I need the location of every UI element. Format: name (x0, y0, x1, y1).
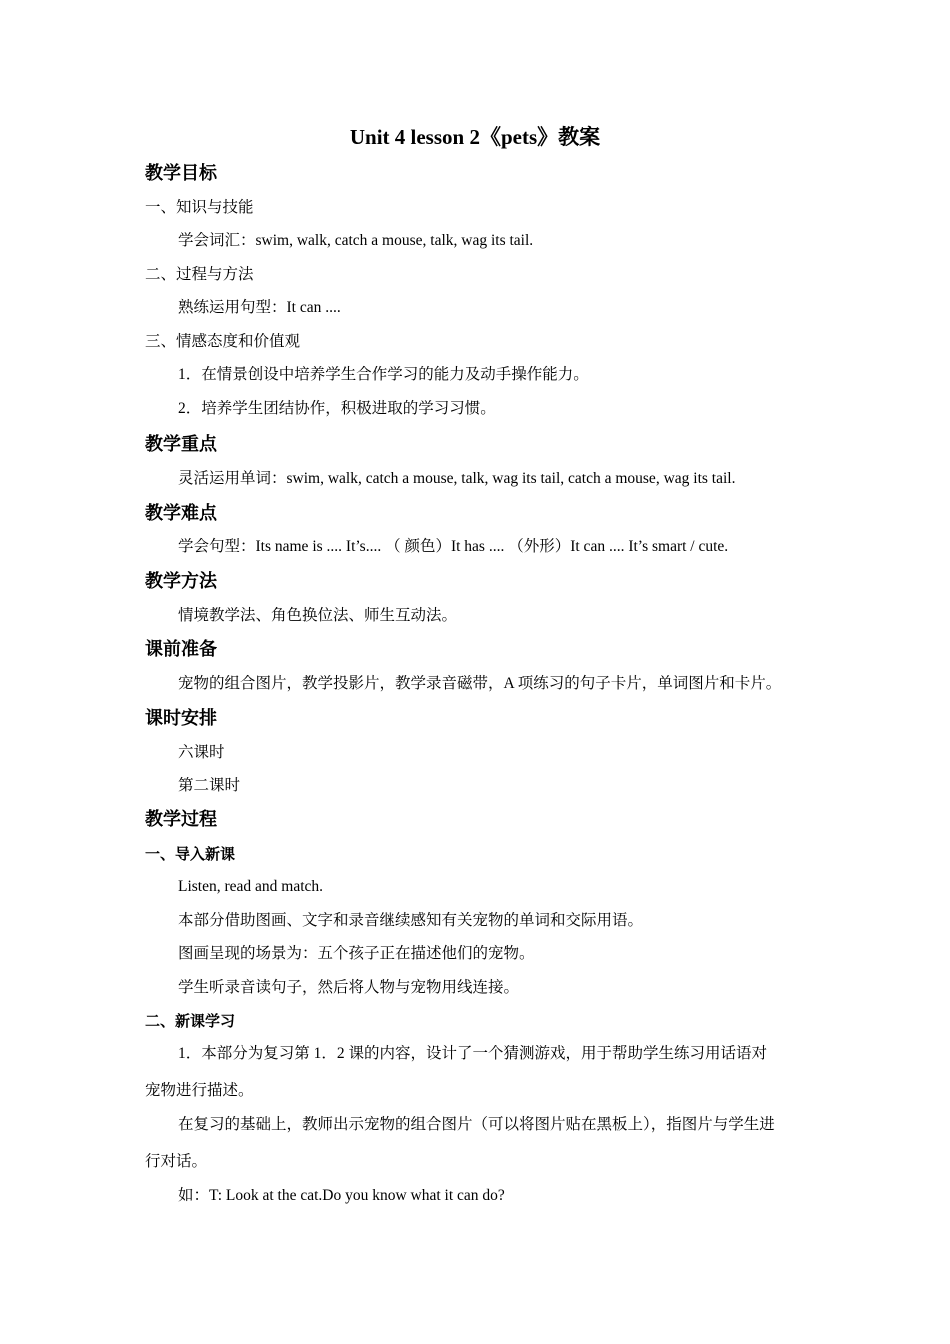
heading-key-points: 教学重点 (145, 434, 217, 455)
process-part2-p1a: 1．本部分为复习第 1．2 课的内容，设计了一个猜测游戏，用于帮助学生练习用话语对 (178, 1045, 768, 1062)
preparation-text: 宠物的组合图片，教学投影片，教学录音磁带，A 项练习的句子卡片，单词图片和卡片。 (178, 675, 782, 692)
objectives-sub2-text: 熟练运用句型：It can .... (178, 299, 341, 316)
objectives-sub2: 二、过程与方法 (145, 266, 254, 283)
heading-methods: 教学方法 (145, 571, 217, 592)
schedule-line2: 第二课时 (178, 777, 241, 794)
process-part2-p3: 如：T: Look at the cat.Do you know what it can do? (178, 1187, 505, 1204)
process-part2-heading: 二、新课学习 (145, 1012, 236, 1030)
heading-schedule: 课时安排 (145, 708, 217, 729)
process-part1-heading: 一、导入新课 (145, 845, 236, 863)
process-part1-line4: 学生听录音读句子，然后将人物与宠物用线连接。 (178, 979, 520, 996)
heading-process: 教学过程 (145, 809, 217, 830)
methods-text: 情境教学法、角色换位法、师生互动法。 (178, 607, 458, 624)
process-part1-line3: 图画呈现的场景为：五个孩子正在描述他们的宠物。 (178, 945, 535, 962)
objectives-sub1-text: 学会词汇：swim, walk, catch a mouse, talk, wag its tail. (178, 232, 534, 249)
objectives-sub3-item2: 2．培养学生团结协作，积极进取的学习习惯。 (178, 400, 496, 417)
key-points-text: 灵活运用单词：swim, walk, catch a mouse, talk, wag its tail, catch a mouse, wag its tail. (178, 470, 736, 487)
process-part2-p1b: 宠物进行描述。 (145, 1082, 254, 1099)
process-part1-line1: Listen, read and match. (178, 878, 324, 895)
process-part2-p2a: 在复习的基础上，教师出示宠物的组合图片（可以将图片贴在黑板上），指图片与学生进 (178, 1116, 775, 1133)
objectives-sub3-item1: 1．在情景创设中培养学生合作学习的能力及动手操作能力。 (178, 366, 589, 383)
process-part1-line2: 本部分借助图画、文字和录音继续感知有关宠物的单词和交际用语。 (178, 912, 644, 929)
document-title: Unit 4 lesson 2《pets》教案 (349, 125, 601, 149)
heading-objectives: 教学目标 (145, 163, 217, 184)
difficulties-text: 学会句型：Its name is .... It’s.... （ 颜色）It has .... （外形）It can .... It’s smart / cute. (178, 538, 729, 555)
process-part2-p2b: 行对话。 (145, 1153, 208, 1170)
objectives-sub1: 一、知识与技能 (145, 199, 254, 216)
objectives-sub3: 三、情感态度和价值观 (145, 333, 301, 350)
heading-preparation: 课前准备 (145, 639, 217, 660)
schedule-line1: 六课时 (178, 744, 225, 761)
heading-difficulties: 教学难点 (145, 503, 217, 524)
